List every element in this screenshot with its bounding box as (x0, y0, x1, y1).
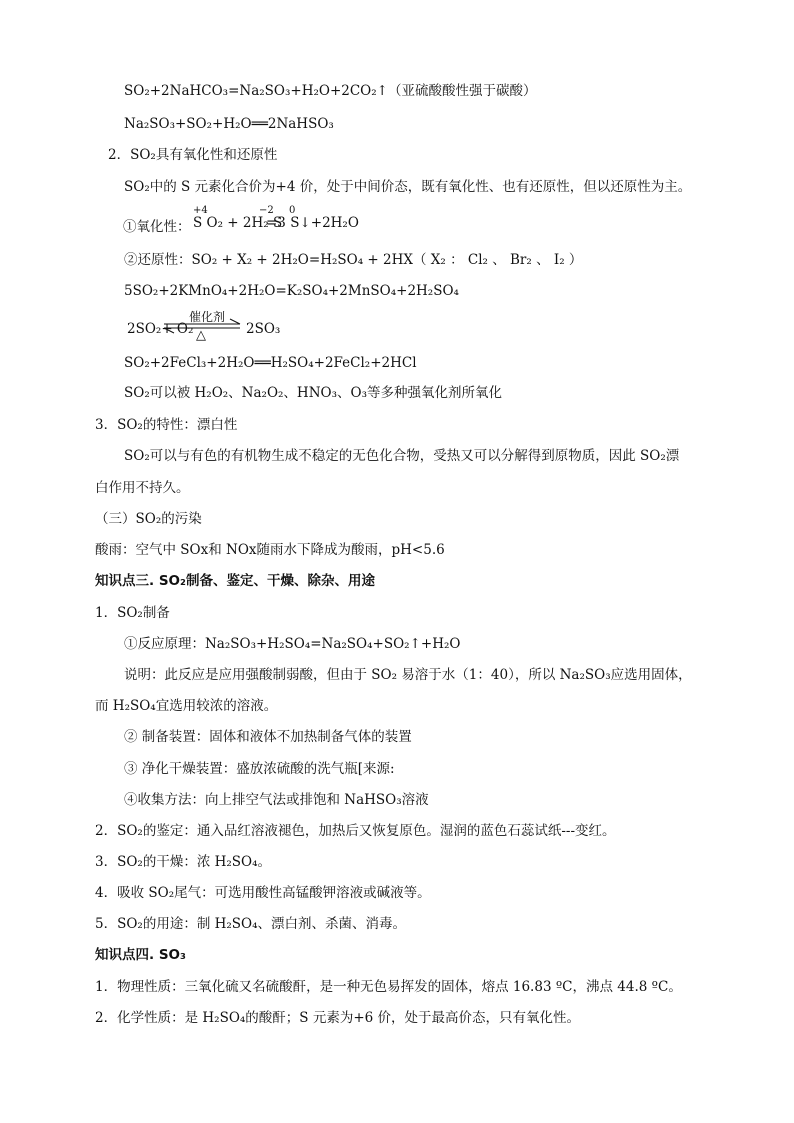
section-heading-pollution: （三）SO₂的污染 (95, 511, 202, 527)
paragraph-valence: SO₂中的 S 元素化合价为+4 价，处于中间价态，既有氧化性、也有还原性，但以还原性为主。 (124, 179, 692, 195)
item-drying-apparatus: ③ 净化干燥装置：盛放浓硫酸的洗气瓶[来源: (124, 761, 395, 777)
section-heading-redox: 2．SO₂具有氧化性和还原性 (108, 147, 278, 163)
oxidation-state-plus4: +4 (193, 205, 208, 216)
paragraph-explanation-1: 说明：此反应是应用强酸制弱酸，但由于 SO₂ 易溶于水（1：40），所以 Na₂SO₃应选用固体， (124, 667, 692, 683)
item-uses: 5．SO₂的用途：制 H₂SO₄、漂白剂、杀菌、消毒。 (95, 916, 407, 932)
equation-fecl3: SO₂+2FeCl₃+2H₂O══H₂SO₄+2FeCl₂+2HCl (124, 355, 417, 371)
item-preparation: 1．SO₂制备 (95, 605, 170, 621)
paragraph-explanation-2: 而 H₂SO₄宜选用较浓的溶液。 (95, 698, 278, 714)
catalytic-right: 2SO₃ (246, 321, 281, 337)
item-identification: 2．SO₂的鉴定：通入品红溶液褪色，加热后又恢复原色。湿润的蓝色石蕊试纸---变红。 (95, 823, 616, 839)
item-physical-properties: 1．物理性质：三氧化硫又名硫酸酐，是一种无色易挥发的固体，熔点 16.83 ºC，沸点 44.8 ºC。 (95, 979, 682, 995)
heat-label: △ (196, 328, 206, 343)
oxidation-state-zero: 0 (289, 205, 296, 216)
oxidation-label: ①氧化性： (123, 219, 191, 235)
paragraph-bleaching-1: SO₂可以与有色的有机物生成不稳定的无色化合物，受热又可以分解得到原物质，因此 SO₂漂 (124, 448, 680, 464)
paragraph-bleaching-2: 白作用不持久。 (95, 480, 190, 496)
reversible-arrow (160, 308, 244, 344)
item-tail-gas: 4．吸收 SO₂尾气：可选用酸性高锰酸钾溶液或碱液等。 (95, 885, 431, 901)
item-apparatus: ② 制备装置：固体和液体不加热制备气体的装置 (124, 729, 412, 745)
paragraph-acid-rain: 酸雨：空气中 SOx和 NOx随雨水下降成为酸雨，pH<5.6 (95, 542, 445, 558)
oxidation-equation (123, 205, 383, 235)
oxidation-state-minus2: −2 (259, 205, 274, 216)
equation-na2so3-so2: Na₂SO₃+SO₂+H₂O══2NaHSO₃ (124, 116, 334, 132)
section-heading-bleaching: 3．SO₂的特性：漂白性 (95, 417, 238, 433)
oxidation-equation-left: S O₂ + 2H₂ S (193, 215, 283, 231)
equation-kmno4: 5SO₂+2KMnO₄+2H₂O=K₂SO₄+2MnSO₄+2H₂SO₄ (124, 283, 459, 299)
catalytic-left: 2SO₂+ O₂ (127, 321, 194, 337)
item-collection: ④收集方法：向上排空气法或排饱和 NaHSO₃溶液 (124, 792, 429, 808)
oxidation-equation-right: =3 S↓+2H₂O (266, 215, 359, 231)
paragraph-oxidants: SO₂可以被 H₂O₂、Na₂O₂、HNO₃、O₃等多种强氧化剂所氧化 (124, 385, 502, 401)
item-drying: 3．SO₂的干燥：浓 H₂SO₄。 (95, 854, 272, 870)
equation-reduction: ②还原性：SO₂ + X₂ + 2H₂O=H₂SO₄ + 2HX（ X₂ ： Cl₂ 、 Br₂ 、 I₂ ） (124, 252, 583, 268)
catalyst-label: 催化剂 (189, 310, 226, 324)
heading-knowledge-point-3: 知识点三. SO₂制备、鉴定、干燥、除杂、用途 (95, 573, 375, 589)
item-reaction-principle: ①反应原理：Na₂SO₃+H₂SO₄=Na₂SO₄+SO₂↑+H₂O (124, 636, 461, 652)
item-chemical-properties: 2．化学性质：是 H₂SO₄的酸酐；S 元素为+6 价，处于最高价态，只有氧化性。 (95, 1010, 581, 1026)
equation-so2-nahco3: SO₂+2NaHCO₃=Na₂SO₃+H₂O+2CO₂↑（亚硫酸酸性强于碳酸） (124, 83, 537, 99)
heading-knowledge-point-4: 知识点四. SO₃ (95, 947, 186, 963)
